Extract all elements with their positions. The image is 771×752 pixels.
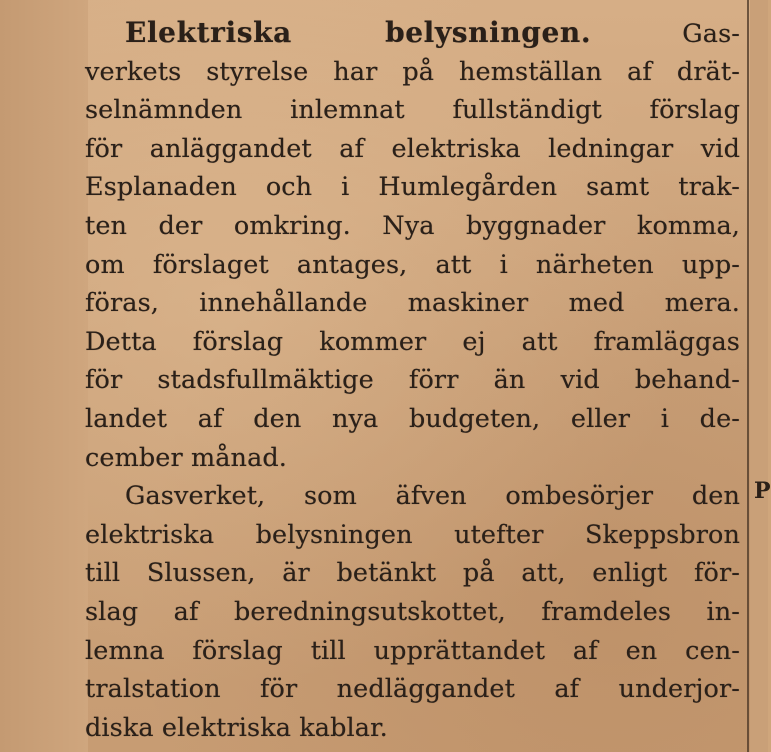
article-line: diska elektriska kablar. bbox=[85, 712, 388, 743]
article-line: för anläggandet af elektriska ledningar vid bbox=[85, 133, 740, 164]
article-line: verkets styrelse har på hemställan af drät- bbox=[85, 56, 740, 87]
article-line: ten der omkring. Nya byggnader komma, bbox=[85, 210, 740, 241]
article bbox=[85, 14, 740, 747]
article-headline: Elektriska belysningen. bbox=[125, 16, 592, 49]
adjacent-column-fragment: P bbox=[754, 478, 771, 504]
article-line: Esplanaden och i Humlegården samt trak- bbox=[85, 172, 740, 203]
article-line: Gasverket, som äfven ombesörjer den bbox=[125, 481, 740, 512]
adjacent-column bbox=[750, 0, 768, 752]
article-line: cember månad. bbox=[85, 442, 288, 473]
article-line: selnämnden inlemnat fullständigt förslag bbox=[85, 95, 740, 126]
article-line: för stadsfullmäktige förr än vid behand- bbox=[85, 365, 740, 396]
article-line: lemna förslag till upprättandet af en cen- bbox=[85, 635, 740, 666]
article-line: till Slussen, är betänkt på att, enligt för- bbox=[85, 558, 740, 589]
article-line bbox=[85, 14, 740, 53]
article-line: slag af beredningsutskottet, framdeles in- bbox=[85, 596, 740, 627]
article-line: elektriska belysningen utefter Skeppsbron bbox=[85, 519, 740, 550]
article-line: Detta förslag kommer ej att framläggas bbox=[85, 326, 740, 357]
article-line: landet af den nya budgeten, eller i de- bbox=[85, 403, 740, 434]
article-line: tralstation för nedläggandet af underjor- bbox=[85, 674, 740, 705]
column-divider bbox=[747, 0, 749, 752]
article-line: föras, innehållande maskiner med mera. bbox=[85, 288, 740, 319]
left-margin bbox=[0, 0, 88, 752]
article-text: Gas- bbox=[682, 19, 740, 49]
article-line: om förslaget antages, att i närheten upp- bbox=[85, 249, 740, 280]
